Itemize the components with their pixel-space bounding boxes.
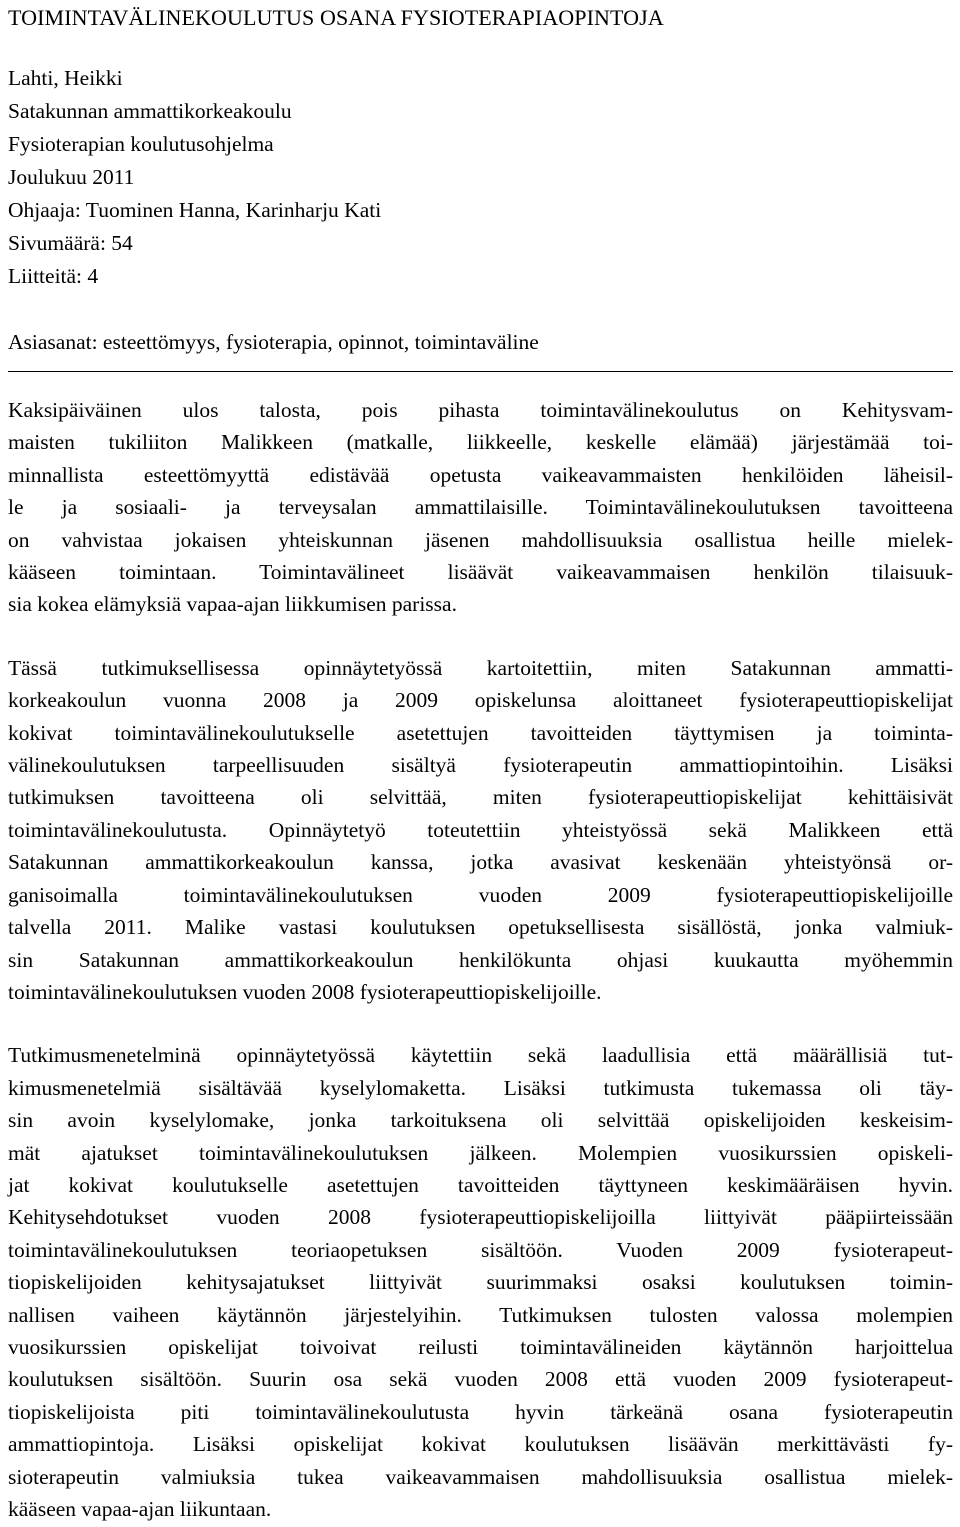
document-title: TOIMINTAVÄLINEKOULUTUS OSANA FYSIOTERAPIAOPINTOJA (8, 5, 664, 30)
text-line: välinekoulutuksen tarpeellisuuden sisältyä fysioterapeutin ammattiopintoihin. Lisäksi (8, 753, 953, 778)
text-line: sin avoin kyselylomake, jonka tarkoituksena oli selvittää opiskelijoiden keskeisim- (8, 1108, 953, 1133)
degree-programme: Fysioterapian koulutusohjelma (8, 132, 274, 156)
abstract-paragraph (8, 1039, 953, 1525)
text-line: ganisoimalla toimintavälinekoulutuksen vuoden 2009 fysioterapeuttiopiskelijoille (8, 882, 953, 907)
separator-line (8, 371, 953, 372)
text-line: jat kokivat koulutukselle asetettujen tavoitteiden täyttyneen keskimääräisen hyvin. (8, 1172, 953, 1197)
text-line: tutkimuksen tavoitteena oli selvittää, miten fysioterapeuttiopiskelijat kehittäisivät (8, 785, 953, 810)
text-line: toimintavälinekoulutusta. Opinnäytetyö toteutettiin yhteistyössä sekä Malikkeen että (8, 817, 953, 842)
text-line: on vahvistaa jokaisen yhteiskunnan jäsenen mahdollisuuksia osallistua heille mielek- (8, 527, 953, 552)
text-line: sin Satakunnan ammattikorkeakoulun henkilökunta ohjasi kuukautta myöhemmin (8, 947, 953, 972)
keywords: Asiasanat: esteettömyys, fysioterapia, opinnot, toimintaväline (8, 330, 539, 354)
text-line: Tutkimusmenetelminä opinnäytetyössä käytettiin sekä laadullisia että määrällisiä tut- (8, 1043, 953, 1068)
text-line: kokivat toimintavälinekoulutukselle asetettujen tavoitteiden täyttymisen ja toiminta- (8, 720, 953, 745)
text-line: toimintavälinekoulutuksen vuoden 2008 fysioterapeuttiopiskelijoille. (8, 979, 602, 1004)
text-line: sia kokea elämyksiä vapaa-ajan liikkumisen parissa. (8, 592, 457, 617)
text-line: kääseen toimintaan. Toimintavälineet lisäävät vaikeavammaisen henkilön tilaisuuk- (8, 560, 953, 585)
text-line: kääseen vapaa-ajan liikuntaan. (8, 1497, 272, 1521)
text-line: Kaksipäiväinen ulos talosta, pois pihasta toimintavälinekoulutus on Kehitysvam- (8, 398, 953, 422)
author-name: Lahti, Heikki (8, 66, 123, 90)
abstract-paragraph (8, 394, 953, 621)
supervisors: Ohjaaja: Tuominen Hanna, Karinharju Kati (8, 198, 382, 222)
text-line: vuosikurssien opiskelijat toivoivat reilusti toimintavälineiden käytännön harjoittelua (8, 1334, 953, 1359)
page-count: Sivumäärä: 54 (8, 231, 133, 255)
text-line: koulutuksen sisältöön. Suurin osa sekä vuoden 2008 että vuoden 2009 fysioterapeut- (8, 1367, 953, 1392)
text-line: Kehitysehdotukset vuoden 2008 fysioterapeuttiopiskelijoilla liittyivät pääpiirteissään (8, 1205, 953, 1230)
text-line: mät ajatukset toimintavälinekoulutuksen jälkeen. Molempien vuosikurssien opiskeli- (8, 1140, 953, 1165)
text-line: kimusmenetelmiä sisältävää kyselylomaketta. Lisäksi tutkimusta tukemassa oli täy- (8, 1075, 953, 1100)
text-line: sioterapeutin valmiuksia tukea vaikeavammaisen mahdollisuuksia osallistua mielek- (8, 1464, 953, 1489)
text-line: Satakunnan ammattikorkeakoulun kanssa, jotka avasivat keskenään yhteistyönsä or- (8, 850, 953, 875)
appendix-count: Liitteitä: 4 (8, 264, 99, 288)
text-line: minnallista esteettömyyttä edistävää opetusta vaikeavammaisten henkilöiden läheisil- (8, 462, 953, 487)
text-line: le ja sosiaali- ja terveysalan ammattilaisille. Toimintavälinekoulutuksen tavoitteena (8, 495, 953, 520)
abstract-body (8, 394, 953, 1525)
text-line: ammattiopintoja. Lisäksi opiskelijat kokivat koulutuksen lisäävän merkittävästi fy- (8, 1432, 953, 1457)
text-line: Tässä tutkimuksellisessa opinnäytetyössä kartoitettiin, miten Satakunnan ammatti- (8, 655, 953, 680)
text-line: tiopiskelijoista piti toimintavälinekoulutusta hyvin tärkeänä osana fysioterapeutin (8, 1399, 953, 1424)
publication-date: Joulukuu 2011 (8, 165, 135, 189)
abstract-page (8, 0, 953, 1525)
text-line: maisten tukiliiton Malikkeen (matkalle, liikkeelle, keskelle elämää) järjestämää toi- (8, 430, 953, 455)
text-line: nallisen vaiheen käytännön järjestelyihin. Tutkimuksen tulosten valossa molempien (8, 1302, 953, 1327)
school-name: Satakunnan ammattikorkeakoulu (8, 99, 292, 123)
text-line: korkeakoulun vuonna 2008 ja 2009 opiskelunsa aloittaneet fysioterapeuttiopiskelijat (8, 688, 953, 713)
abstract-paragraph (8, 652, 953, 1008)
text-line: tiopiskelijoiden kehitysajatukset liittyivät suurimmaksi osaksi koulutuksen toimin- (8, 1270, 953, 1295)
text-line: toimintavälinekoulutuksen teoriaopetuksen sisältöön. Vuoden 2009 fysioterapeut- (8, 1237, 953, 1262)
metadata-block (8, 62, 953, 293)
text-line: talvella 2011. Malike vastasi koulutuksen opetuksellisesta sisällöstä, jonka valmiuk- (8, 915, 953, 940)
